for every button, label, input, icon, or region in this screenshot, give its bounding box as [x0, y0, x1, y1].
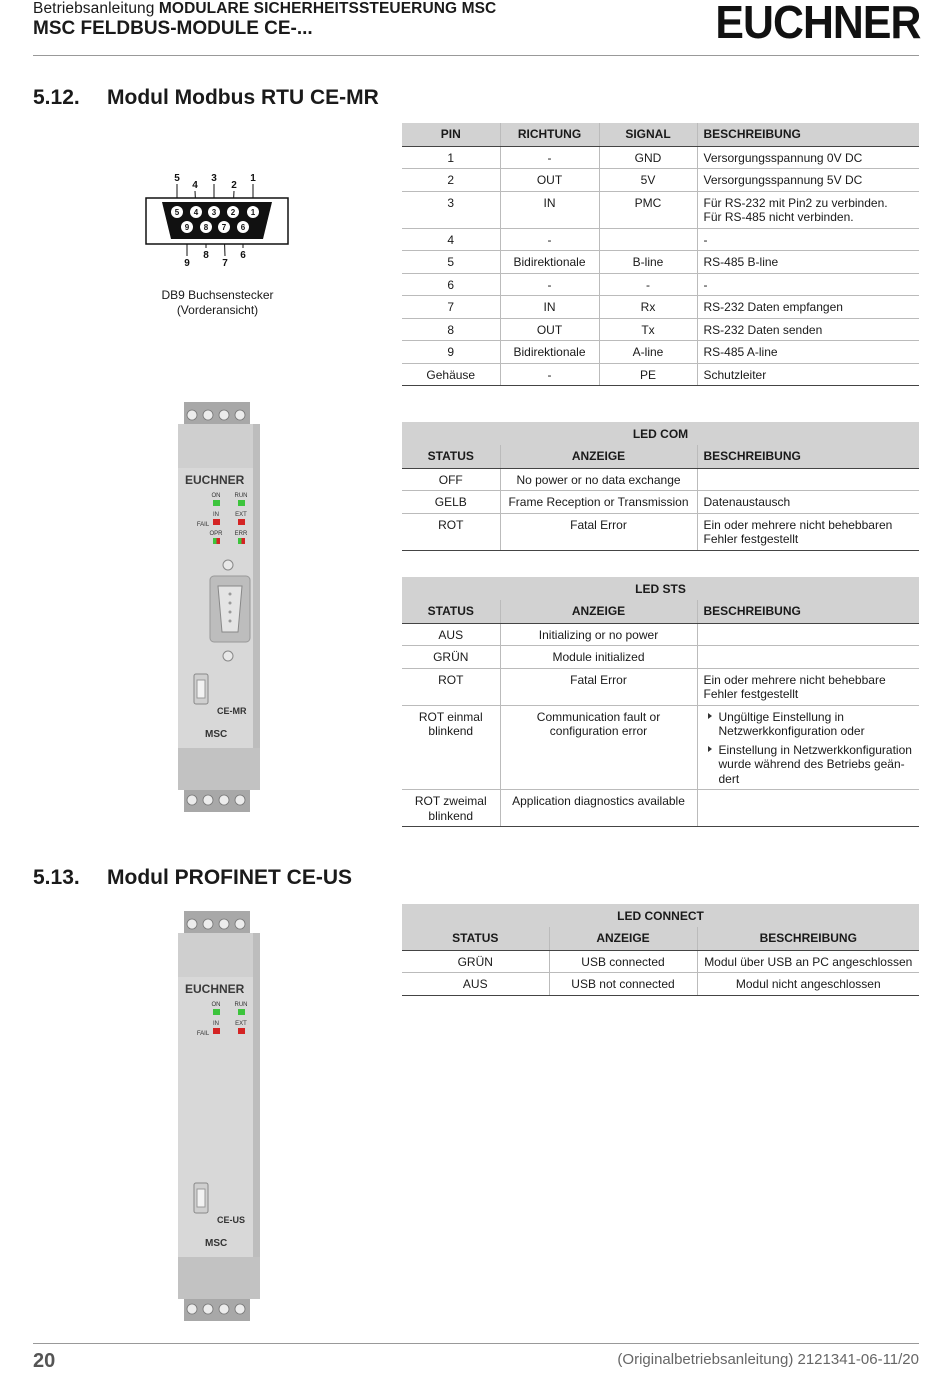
db9-caption-line2: (Vorderansicht)	[176, 303, 259, 317]
signal-cell: B-line	[599, 251, 697, 274]
beschreibung-cell: Modul über USB an PC angeschlossen	[697, 950, 919, 973]
led-label: RUN	[234, 1002, 248, 1008]
pin-table	[402, 123, 919, 386]
status-cell: OFF	[402, 468, 500, 491]
bullet-item: Ungültige Einstellung in Netzwerkkonfiguration oder	[704, 710, 914, 739]
pin-table-body	[402, 146, 919, 386]
status-cell: ROT einmal blinkend	[402, 705, 500, 790]
col-header: BESCHREIBUNG	[697, 123, 919, 146]
db9-caption-line1: DB9 Buchsenstecker	[161, 288, 274, 302]
led-label: FAIL	[196, 522, 210, 528]
table-row	[402, 623, 919, 646]
document-header	[33, 0, 496, 18]
led-sts-table	[402, 577, 919, 827]
col-header: STATUS	[402, 445, 500, 468]
table-row	[402, 513, 919, 550]
pin-cell: 3	[402, 191, 500, 228]
pin-socket-label-bottom: 8	[203, 223, 209, 232]
section-title-modbus	[33, 86, 379, 110]
module-family: MSC	[205, 1238, 228, 1249]
pin-cell: 9	[402, 341, 500, 364]
status-cell: GRÜN	[402, 646, 500, 669]
led-connect-table	[402, 904, 919, 996]
table-row	[402, 950, 919, 973]
richtung-cell: -	[500, 273, 599, 296]
beschreibung-cell: -	[697, 228, 919, 251]
signal-cell	[599, 228, 697, 251]
signal-cell: Rx	[599, 296, 697, 319]
section-title-profinet	[33, 866, 352, 890]
richtung-cell: OUT	[500, 318, 599, 341]
status-cell: GELB	[402, 491, 500, 514]
led-label: OPR	[209, 531, 223, 537]
anzeige-cell: Initializing or no power	[500, 623, 697, 646]
beschreibung-cell	[697, 705, 919, 790]
status-cell: AUS	[402, 623, 500, 646]
pin-label-bottom: 9	[184, 258, 190, 269]
col-header: PIN	[402, 123, 500, 146]
page-number: 20	[33, 1350, 56, 1372]
table-row	[402, 668, 919, 705]
beschreibung-cell: -	[697, 273, 919, 296]
pin-label-top: 4	[192, 180, 198, 191]
table-caption: LED STS	[402, 577, 919, 600]
table-row	[402, 973, 919, 996]
status-cell: ROT	[402, 668, 500, 705]
anzeige-cell: Fatal Error	[500, 513, 697, 550]
beschreibung-cell: Für RS-232 mit Pin2 zu verbinden. Für RS-485 nicht verbinden.	[697, 191, 919, 228]
anzeige-cell: Fatal Error	[500, 668, 697, 705]
richtung-cell: -	[500, 363, 599, 386]
module-brand: EUCHNER	[185, 982, 245, 996]
table-row	[402, 491, 919, 514]
signal-cell: Tx	[599, 318, 697, 341]
module-family: MSC	[205, 729, 228, 740]
section-heading: Modul Modbus RTU CE-MR	[107, 86, 379, 109]
footer-divider	[33, 1343, 919, 1344]
pin-socket-label-bottom: 7	[221, 223, 227, 232]
beschreibung-cell	[697, 623, 919, 646]
db9-connector-diagram	[140, 168, 295, 273]
table-row	[402, 790, 919, 827]
beschreibung-cell	[697, 790, 919, 827]
led-label: IN	[213, 1021, 219, 1027]
pin-label-bottom: 7	[222, 258, 228, 269]
beschreibung-cell: Ein oder mehrere nicht behebbare Fehler festgestellt	[697, 668, 919, 705]
richtung-cell: Bidirektionale	[500, 341, 599, 364]
table-row	[402, 341, 919, 364]
db9-caption	[140, 288, 295, 318]
led-label: EXT	[235, 1021, 247, 1027]
pin-cell: 1	[402, 146, 500, 169]
table-row	[402, 191, 919, 228]
module-ce-us-illustration	[178, 911, 274, 1321]
richtung-cell: IN	[500, 296, 599, 319]
pin-socket-label-top: 1	[250, 208, 256, 217]
signal-cell: GND	[599, 146, 697, 169]
signal-cell: PE	[599, 363, 697, 386]
col-header: STATUS	[402, 927, 549, 950]
section-heading: Modul PROFINET CE-US	[107, 866, 352, 889]
header-product: MODULARE SICHERHEITSSTEUERUNG MSC	[158, 0, 497, 17]
module-model: CE-US	[217, 1215, 246, 1225]
led-connect-body	[402, 950, 919, 995]
richtung-cell: -	[500, 228, 599, 251]
col-header: RICHTUNG	[500, 123, 599, 146]
col-header: ANZEIGE	[500, 445, 697, 468]
anzeige-cell: Communication fault or configuration error	[500, 705, 697, 790]
richtung-cell: OUT	[500, 169, 599, 192]
module-model: CE-MR	[217, 706, 247, 716]
pin-label-top: 1	[250, 173, 256, 184]
beschreibung-cell: Schutzleiter	[697, 363, 919, 386]
anzeige-cell: USB connected	[549, 950, 697, 973]
led-label: EXT	[235, 512, 247, 518]
table-caption: LED CONNECT	[402, 904, 919, 927]
led-label: IN	[213, 512, 219, 518]
beschreibung-cell: RS-232 Daten empfangen	[697, 296, 919, 319]
pin-socket-label-bottom: 6	[240, 223, 246, 232]
module-brand: EUCHNER	[185, 473, 245, 487]
anzeige-cell: Frame Reception or Transmission	[500, 491, 697, 514]
table-row	[402, 296, 919, 319]
led-label: ON	[211, 1002, 221, 1008]
pin-label-bottom: 8	[203, 250, 209, 261]
table-row	[402, 169, 919, 192]
beschreibung-cell: RS-485 A-line	[697, 341, 919, 364]
signal-cell: A-line	[599, 341, 697, 364]
pin-socket-label-bottom: 9	[184, 223, 190, 232]
led-label: ON	[211, 493, 221, 499]
anzeige-cell: No power or no data exchange	[500, 468, 697, 491]
section-number: 5.13.	[33, 866, 80, 889]
table-row	[402, 146, 919, 169]
led-label: ERR	[234, 531, 248, 537]
table-row	[402, 468, 919, 491]
pin-socket-label-top: 2	[230, 208, 236, 217]
col-header: ANZEIGE	[500, 600, 697, 623]
pin-cell: 2	[402, 169, 500, 192]
led-sts-extra-rows	[402, 705, 919, 827]
col-header: ANZEIGE	[549, 927, 697, 950]
led-com-table	[402, 422, 919, 551]
beschreibung-cell: RS-232 Daten senden	[697, 318, 919, 341]
signal-cell: -	[599, 273, 697, 296]
led-sts-body	[402, 623, 919, 705]
col-header: BESCHREIBUNG	[697, 445, 919, 468]
header-prefix: Betriebsanleitung	[33, 0, 155, 17]
pin-label-top: 3	[211, 173, 217, 184]
col-header: BESCHREIBUNG	[697, 927, 919, 950]
beschreibung-cell: Modul nicht angeschlossen	[697, 973, 919, 996]
anzeige-cell: USB not connected	[549, 973, 697, 996]
col-header: SIGNAL	[599, 123, 697, 146]
status-cell: GRÜN	[402, 950, 549, 973]
table-row	[402, 705, 919, 790]
table-row	[402, 318, 919, 341]
pin-label-top: 2	[231, 180, 237, 191]
beschreibung-cell: Versorgungsspannung 0V DC	[697, 146, 919, 169]
pin-label-top: 5	[174, 173, 180, 184]
richtung-cell: IN	[500, 191, 599, 228]
status-cell: ROT	[402, 513, 500, 550]
header-divider	[33, 55, 919, 56]
beschreibung-cell: Datenaustausch	[697, 491, 919, 514]
led-com-body	[402, 468, 919, 550]
pin-socket-label-top: 5	[174, 208, 180, 217]
pin-socket-label-top: 3	[211, 208, 217, 217]
col-header: STATUS	[402, 600, 500, 623]
col-header: BESCHREIBUNG	[697, 600, 919, 623]
pin-cell: 8	[402, 318, 500, 341]
section-number: 5.12.	[33, 86, 80, 109]
status-cell: ROT zweimal blinkend	[402, 790, 500, 827]
status-cell: AUS	[402, 973, 549, 996]
pin-cell: 5	[402, 251, 500, 274]
module-ce-mr-illustration	[178, 402, 274, 812]
signal-cell: PMC	[599, 191, 697, 228]
beschreibung-cell: RS-485 B-line	[697, 251, 919, 274]
table-row	[402, 273, 919, 296]
table-row	[402, 363, 919, 386]
beschreibung-cell	[697, 468, 919, 491]
anzeige-cell: Application diagnostics available	[500, 790, 697, 827]
beschreibung-cell	[697, 646, 919, 669]
table-row	[402, 646, 919, 669]
pin-socket-label-top: 4	[193, 208, 199, 217]
led-label: RUN	[234, 493, 248, 499]
table-row	[402, 228, 919, 251]
beschreibung-cell: Ein oder mehrere nicht behebbaren Fehler festgestellt	[697, 513, 919, 550]
table-caption: LED COM	[402, 422, 919, 445]
header-chapter: MSC FELDBUS-MODULE CE-...	[33, 18, 313, 39]
anzeige-cell: Module initialized	[500, 646, 697, 669]
pin-cell: 4	[402, 228, 500, 251]
pin-cell: 7	[402, 296, 500, 319]
richtung-cell: Bidirektionale	[500, 251, 599, 274]
richtung-cell: -	[500, 146, 599, 169]
pin-label-bottom: 6	[240, 250, 246, 261]
table-row	[402, 251, 919, 274]
beschreibung-cell: Versorgungsspannung 5V DC	[697, 169, 919, 192]
euchner-logo: EUCHNER	[714, 0, 920, 48]
led-label: FAIL	[196, 1031, 210, 1037]
pin-cell: 6	[402, 273, 500, 296]
signal-cell: 5V	[599, 169, 697, 192]
document-reference: (Originalbetriebsanleitung) 2121341-06-11/20	[617, 1351, 919, 1368]
pin-cell: Gehäuse	[402, 363, 500, 386]
bullet-item: Einstellung in Netzwerkkonfiguration wurde während des Betriebs geändert	[704, 743, 914, 787]
